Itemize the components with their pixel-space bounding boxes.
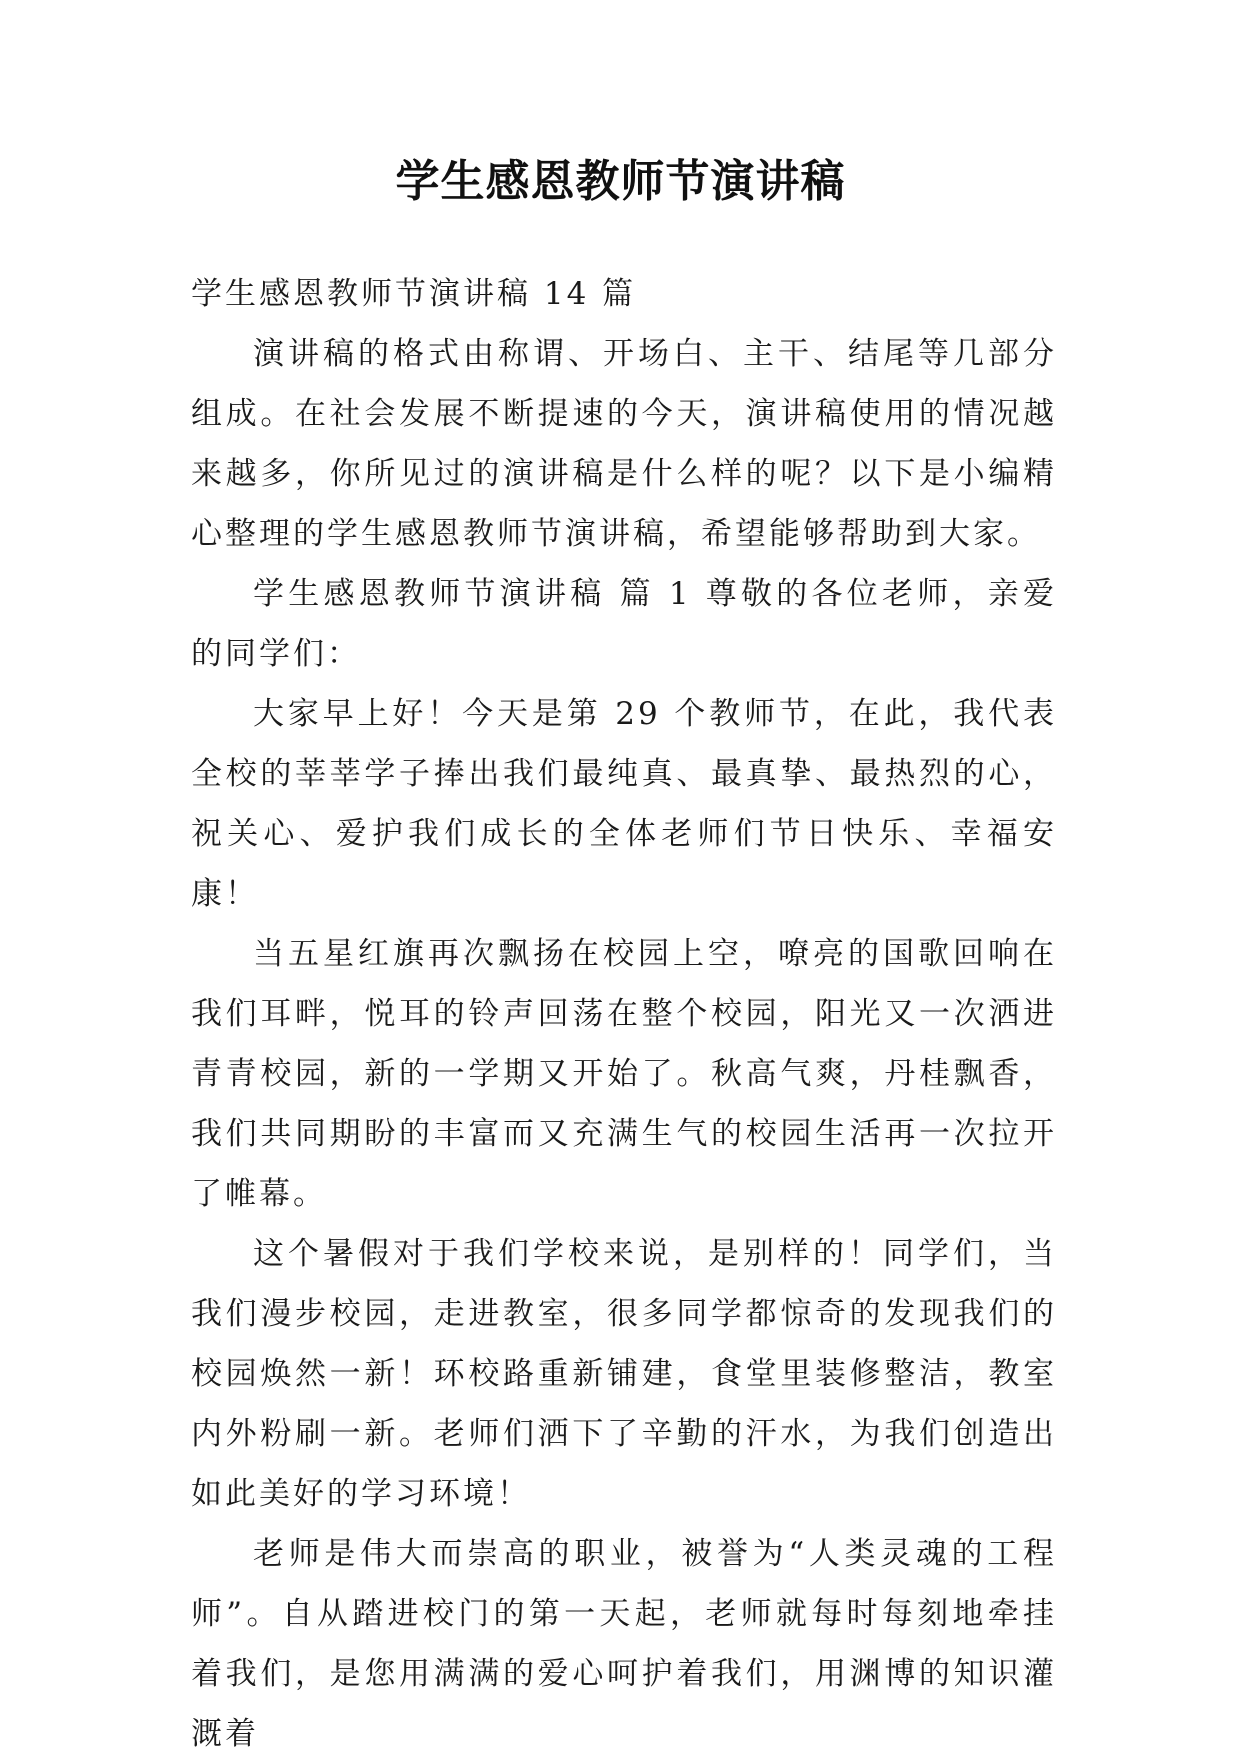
document-title: 学生感恩教师节演讲稿	[395, 156, 846, 207]
paragraph-greeting: 大家早上好！今天是第 29 个教师节，在此，我代表全校的莘莘学子捧出我们最纯真、最真挚、最热烈的心，祝关心、爱护我们成长的全体老师们节日快乐、幸福安康！	[191, 696, 1057, 912]
paragraph-summer-renovation: 这个暑假对于我们学校来说，是别样的！同学们，当我们漫步校园，走进教室，很多同学都惊奇的发现我们的校园焕然一新！环校路重新铺建，食堂里装修整洁，教室内外粉刷一新。老师们洒下了辛勤的汗水，为我们创造出如此美好的学习环境！	[191, 1236, 1057, 1512]
paragraph-teacher-praise: 老师是伟大而崇高的职业，被誉为“人类灵魂的工程师”。自从踏进校门的第一天起，老师就每时每刻地牵挂着我们，是您用满满的爱心呵护着我们，用渊博的知识灌溉着	[191, 1536, 1057, 1752]
paragraph-new-semester: 当五星红旗再次飘扬在校园上空，嘹亮的国歌回响在我们耳畔，悦耳的铃声回荡在整个校园，阳光又一次洒进青青校园，新的一学期又开始了。秋高气爽，丹桂飘香，我们共同期盼的丰富而又充满生气的校园生活再一次拉开了帷幕。	[191, 936, 1057, 1212]
document-subtitle-line: 学生感恩教师节演讲稿 14 篇	[191, 276, 637, 312]
document-body	[191, 264, 1057, 1764]
paragraph-intro: 演讲稿的格式由称谓、开场白、主干、结尾等几部分组成。在社会发展不断提速的今天，演讲稿使用的情况越来越多，你所见过的演讲稿是什么样的呢？以下是小编精心整理的学生感恩教师节演讲稿，希望能够帮助到大家。	[191, 336, 1057, 552]
paragraph-salutation: 学生感恩教师节演讲稿 篇 1 尊敬的各位老师，亲爱的同学们：	[191, 576, 1057, 672]
